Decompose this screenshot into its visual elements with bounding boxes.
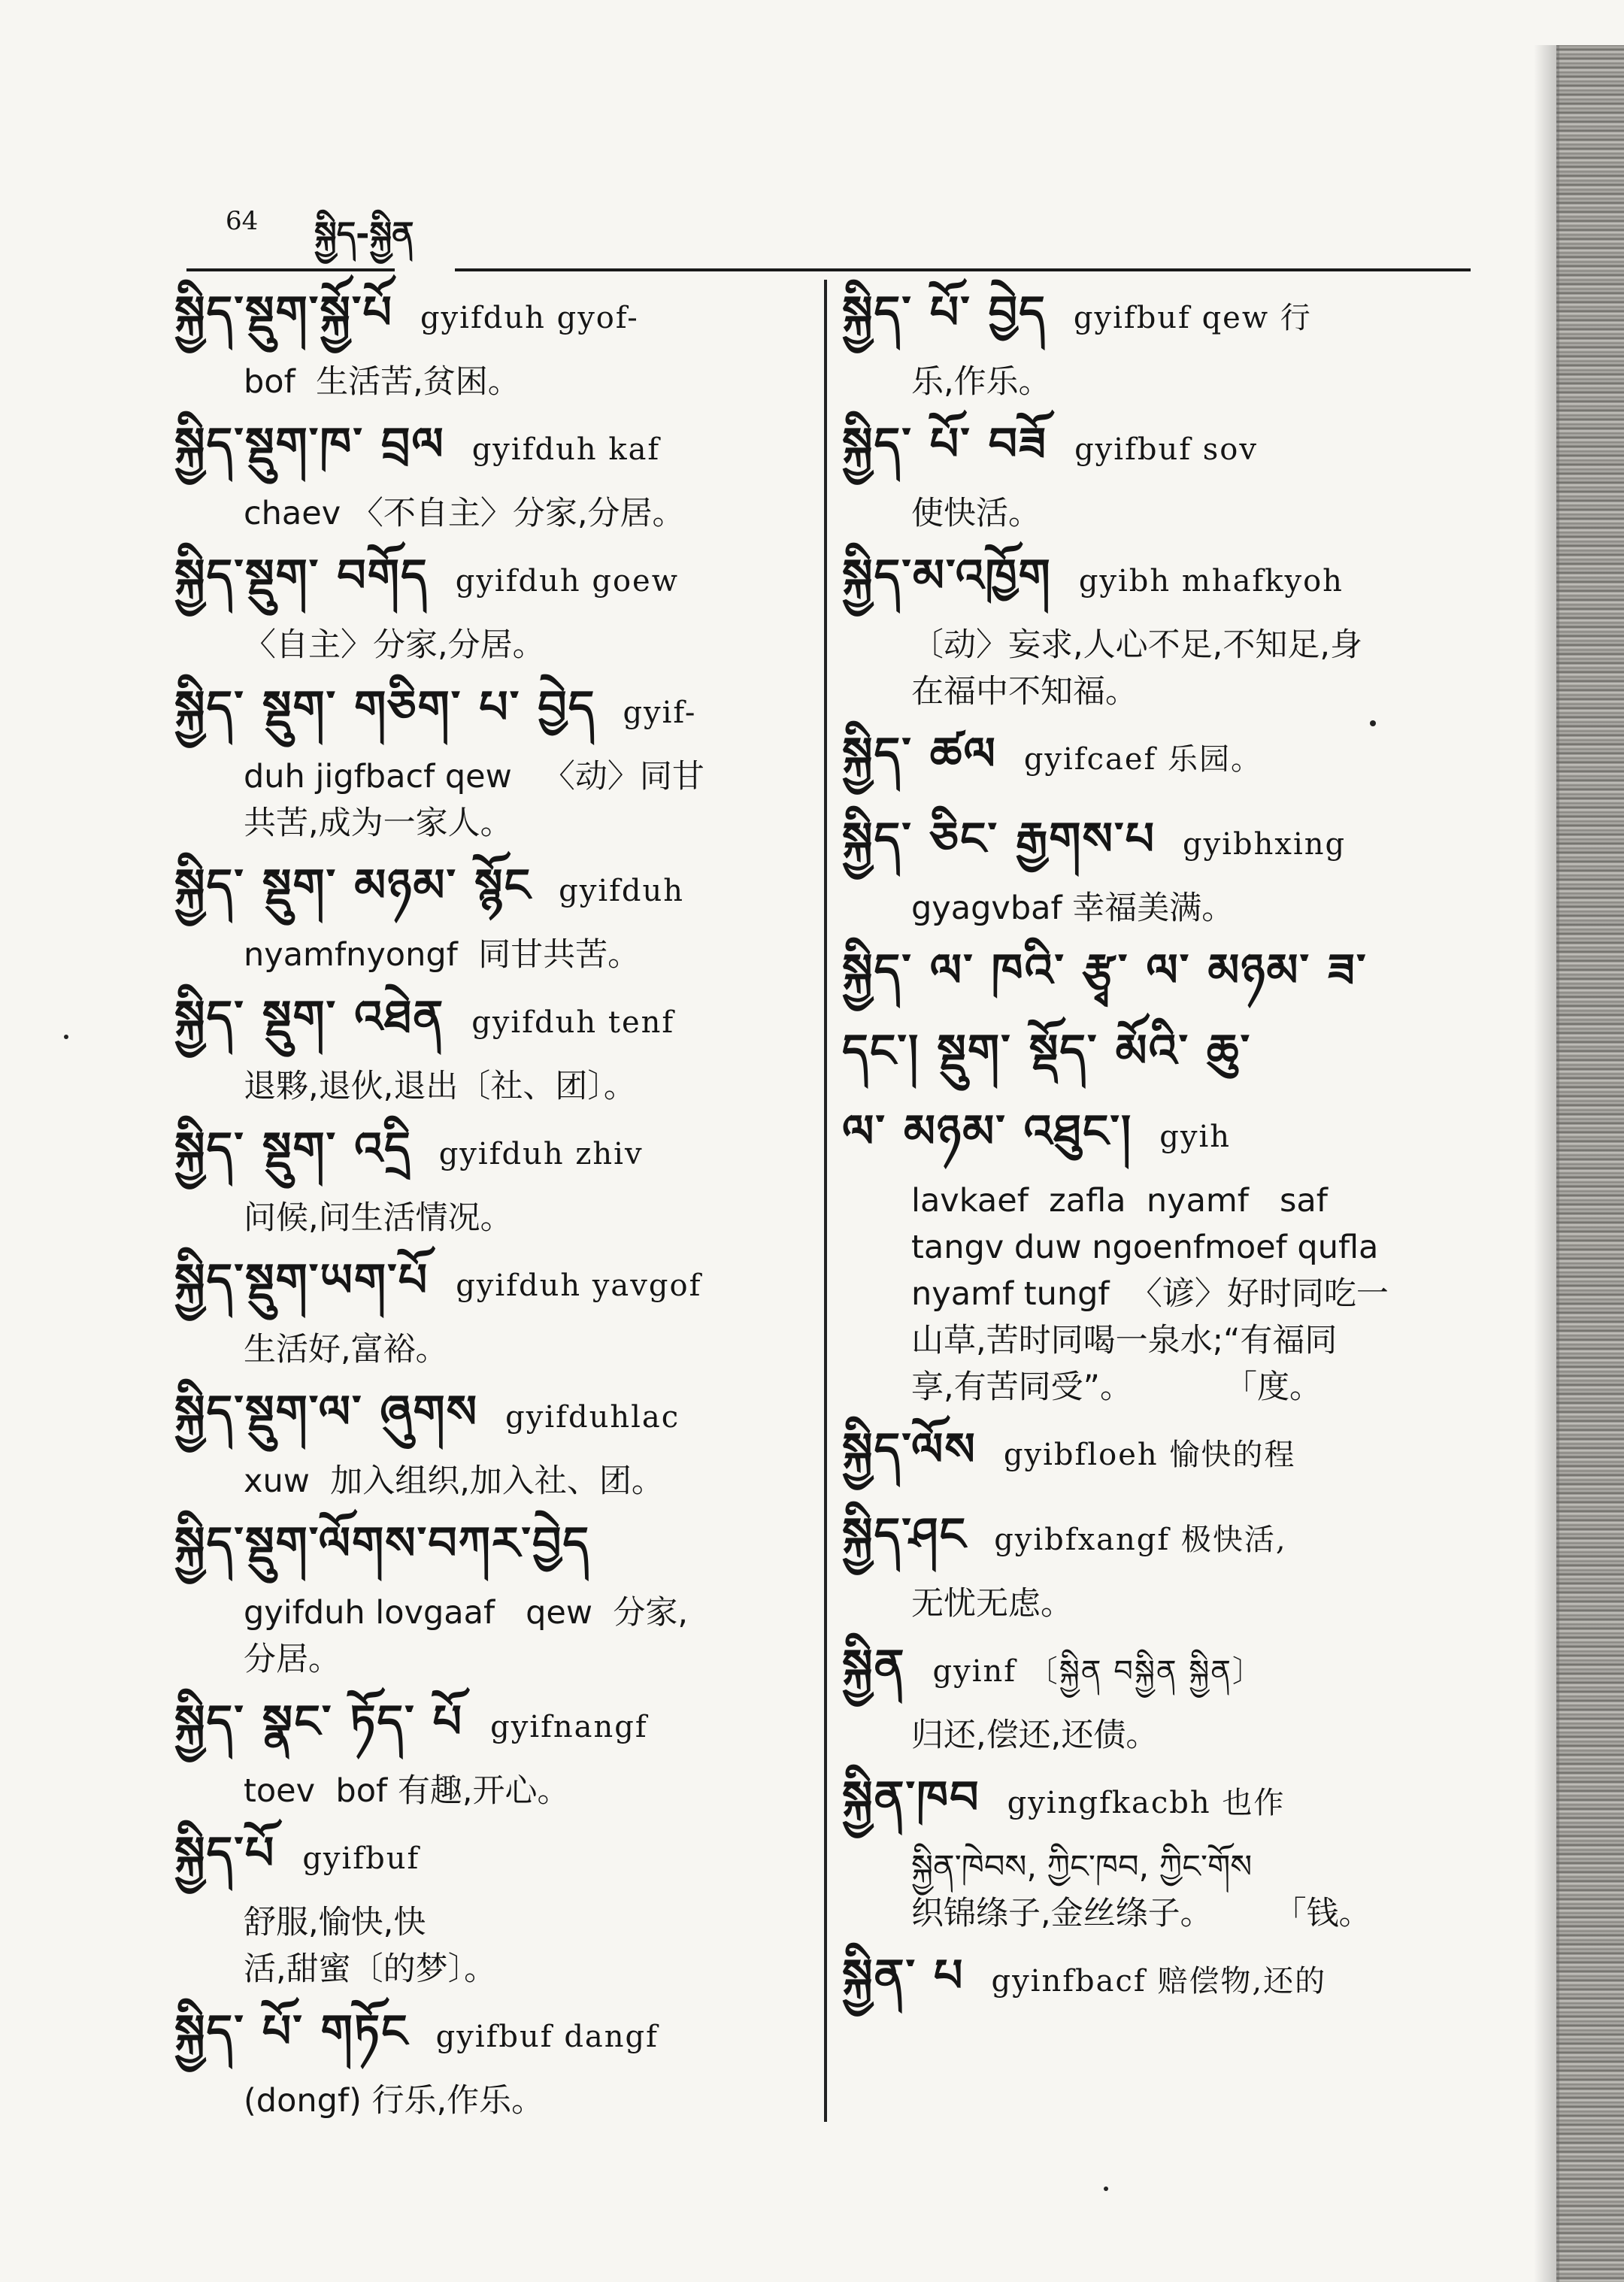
column-divider	[824, 280, 827, 2122]
romanization: gyifbuf qew 行	[1073, 301, 1312, 335]
right-column	[842, 278, 1481, 2026]
tibetan-headword: སྐྱིད་སྡུག་ཡག་པོ	[174, 1254, 429, 1307]
dictionary-entry	[174, 1997, 806, 2124]
romanization: gyifbuf dangf	[435, 2020, 659, 2054]
dictionary-entry	[842, 410, 1481, 537]
tibetan-headword: སྐྱིན	[842, 1640, 906, 1693]
tibetan-headword: སྐྱིད་ཤང	[842, 1508, 968, 1561]
romanization: gyifcaef 乐园。	[1023, 742, 1263, 777]
tibetan-headword: སྐྱིད་ སྡུག་ མཉམ་ སྙོང	[174, 859, 532, 912]
definition: gyagvbaf 幸福美满。	[911, 889, 1235, 927]
dictionary-entry	[174, 1114, 806, 1241]
dictionary-entry	[842, 1941, 1481, 2022]
definition: 〈自主〉分家,分居。	[244, 626, 545, 664]
headword-line	[842, 1500, 1481, 1580]
headword-line	[174, 851, 806, 932]
romanization: gyifbuf	[302, 1841, 420, 1876]
left-column	[174, 278, 806, 2129]
headword-line	[842, 1017, 1481, 1097]
tibetan-headword: སྐྱིད་ སྡུག་ འདྲི	[174, 1123, 412, 1175]
tibetan-headword: སྐྱིད་སྡུག་ལོགས་བཀར་བྱེད	[174, 1517, 591, 1570]
romanization: gyifduh zhiv	[438, 1137, 644, 1171]
tibetan-headword: སྐྱིད་སྡུག་ བགོད	[174, 550, 429, 602]
headword-line	[842, 410, 1481, 490]
romanization: gyifbuf sov	[1074, 432, 1258, 467]
romanization: gyif-	[623, 696, 697, 730]
romanization: gyih	[1159, 1120, 1232, 1154]
tibetan-headword: སྐྱིད་ པོ་ བཟོ	[842, 418, 1048, 471]
definition: 无忧无虑。	[911, 1585, 1073, 1623]
definition: (dongf) 行乐,作乐。	[244, 2082, 544, 2120]
dictionary-entry	[174, 541, 806, 668]
tibetan-headword: སྐྱིན་ པ	[842, 1950, 965, 2002]
tibetan-headword: ལ་ མཉམ་ འཐུང་།	[842, 1105, 1133, 1158]
headword-line	[842, 278, 1481, 359]
headword-line	[842, 805, 1481, 885]
dictionary-entry	[174, 1377, 806, 1505]
tibetan-headword: སྐྱིད་ པོ་ གཏོང	[174, 2005, 409, 2058]
tibetan-headword: སྐྱིད་ སྡུག་ གཅིག་ པ་ བྱེད	[174, 681, 596, 734]
dictionary-entry	[842, 936, 1481, 1411]
definition: སྐྱིན་ཁེབས, ཀྱིང་ཁབ, ཀྱིང་གོས 织锦绦子,金丝绦子。 「钱。	[911, 1848, 1371, 1932]
dictionary-entry	[842, 1763, 1481, 1937]
dictionary-entry	[174, 983, 806, 1110]
definition: nyamfnyongf 同甘共苦。	[244, 936, 641, 974]
dictionary-entry	[842, 1500, 1481, 1627]
romanization: gyifduhlac	[505, 1400, 680, 1435]
scan-edge-gradient	[1534, 45, 1559, 2282]
dictionary-entry	[174, 1819, 806, 1993]
tibetan-headword: སྐྱིད་ལོས	[842, 1423, 977, 1476]
scan-speck	[64, 1035, 68, 1039]
running-head: སྐྱིད-སྐྱིན	[314, 215, 414, 253]
dictionary-entry	[174, 1509, 806, 1683]
headword-line	[842, 936, 1481, 1017]
tibetan-headword: སྐྱིད་སྡུག་སྐྱོ་པོ	[174, 286, 393, 339]
romanization: gyibfloeh 愉快的程	[1003, 1438, 1296, 1472]
romanization: gyinf 〔སྐྱིན བསྐྱིན སྐྱིན〕	[932, 1654, 1264, 1689]
headword-line	[174, 1819, 806, 1899]
romanization: gyifduh tenf	[471, 1005, 675, 1040]
page-header	[226, 197, 526, 253]
dictionary-entry	[842, 1415, 1481, 1496]
headword-line	[174, 1377, 806, 1458]
header-rule	[186, 268, 1471, 271]
dictionary-entry	[174, 1687, 806, 1814]
definition: 舒服,愉快,快 活,甜蜜〔的梦〕。	[244, 1904, 497, 1988]
headword-line	[174, 1114, 806, 1195]
headword-line	[174, 1997, 806, 2077]
romanization: gyingfkacbh 也作	[1007, 1786, 1286, 1820]
headword-line	[174, 1246, 806, 1326]
definition: 问候,问生活情况。	[244, 1199, 513, 1237]
tibetan-headword: སྐྱིད་སྡུག་ཁ་ བྲལ	[174, 418, 445, 471]
headword-line	[842, 541, 1481, 622]
definition: 归还,偿还,还债。	[911, 1717, 1159, 1754]
headword-line	[174, 1687, 806, 1768]
dictionary-entry	[842, 720, 1481, 800]
romanization: gyifduh kaf	[471, 432, 661, 467]
definition: 乐,作乐。	[911, 363, 1051, 401]
scan-edge-shadow	[1556, 45, 1624, 2282]
dictionary-entry	[174, 278, 806, 405]
definition: lavkaef zafla nyamf saf tangv duw ngoenfmoef qufla nyamf tungf 〈谚〉好时同吃一 山草,苦时同喝一泉水;“有福同 享,有苦同受”。 「度。	[911, 1182, 1389, 1406]
definition: toev bof 有趣,开心。	[244, 1772, 570, 1810]
romanization: gyifduh yavgof	[456, 1268, 702, 1303]
dictionary-entry	[174, 851, 806, 978]
headword-line	[174, 541, 806, 622]
dictionary-entry	[842, 541, 1481, 715]
headword-line	[174, 410, 806, 490]
tibetan-headword: སྐྱིད་སྡུག་ལ་ ཞུགས	[174, 1386, 479, 1438]
headword-line	[842, 1763, 1481, 1844]
tibetan-headword: སྐྱིད་མ་འཁྱོག	[842, 550, 1052, 602]
headword-line	[174, 1509, 806, 1590]
definition: 〔动〉妄求,人心不足,不知足,身 在福中不知福。	[911, 626, 1363, 711]
headword-line	[842, 720, 1481, 800]
dictionary-entry	[174, 1246, 806, 1373]
dictionary-entry	[842, 805, 1481, 932]
dictionary-entry	[174, 673, 806, 847]
scan-speck	[1104, 2187, 1108, 2191]
tibetan-headword: སྐྱིད་ ལ་ ཁའི་ རྩྭ་ ལ་ མཉམ་ ཟ་	[842, 944, 1368, 997]
definition: chaev 〈不自主〉分家,分居。	[244, 495, 685, 532]
romanization: gyifduh goew	[455, 564, 679, 599]
headword-line	[174, 278, 806, 359]
romanization: gyibhxing	[1183, 827, 1347, 862]
dictionary-entry	[842, 278, 1481, 405]
definition: bof 生活苦,贫困。	[244, 363, 520, 401]
headword-line	[842, 1097, 1481, 1177]
tibetan-headword: སྐྱིད་ ཚལ	[842, 728, 997, 780]
definition: 生活好,富裕。	[244, 1331, 448, 1368]
tibetan-headword: སྐྱིད་ སྡུག་ འཐེན	[174, 991, 445, 1044]
romanization: gyinfbacf 赔偿物,还的	[991, 1964, 1327, 1999]
romanization: gyifduh gyof-	[420, 301, 639, 335]
definition: 退夥,退伙,退出〔社、团〕。	[244, 1068, 636, 1105]
dictionary-entry	[174, 410, 806, 537]
tibetan-headword: སྐྱིད་པོ	[174, 1827, 276, 1880]
tibetan-headword: དང་། སྡུག་ སྡོད་ མོའི་ ཆུ་	[842, 1025, 1252, 1077]
definition: 使快活。	[911, 495, 1041, 532]
tibetan-headword: སྐྱིན་ཁབ	[842, 1771, 980, 1824]
scan-speck	[1370, 720, 1376, 726]
romanization: gyibfxangf 极快活,	[994, 1523, 1287, 1557]
definition: xuw 加入组织,加入社、团。	[244, 1462, 664, 1500]
definition: duh jigfbacf qew 〈动〉同甘 共苦,成为一家人。	[244, 758, 704, 842]
headword-line	[174, 983, 806, 1063]
tibetan-headword: སྐྱིད་ ཅིང་ རྒྱགས་པ	[842, 813, 1156, 865]
header-rule-gap	[395, 263, 455, 275]
romanization: gyifduh	[559, 874, 685, 908]
headword-line	[174, 673, 806, 753]
headword-line	[842, 1415, 1481, 1496]
tibetan-headword: སྐྱིད་ པོ་ བྱེད	[842, 286, 1047, 339]
tibetan-headword: སྐྱིད་ སྣང་ ཏོད་ པོ	[174, 1696, 464, 1748]
headword-line	[842, 1632, 1481, 1712]
definition: gyifduh lovgaaf qew 分家, 分居。	[244, 1594, 689, 1678]
romanization: gyifnangf	[490, 1710, 648, 1744]
romanization: gyibh mhafkyoh	[1078, 564, 1344, 599]
headword-line	[842, 1941, 1481, 2022]
page-number: 64	[226, 206, 259, 236]
dictionary-entry	[842, 1632, 1481, 1759]
